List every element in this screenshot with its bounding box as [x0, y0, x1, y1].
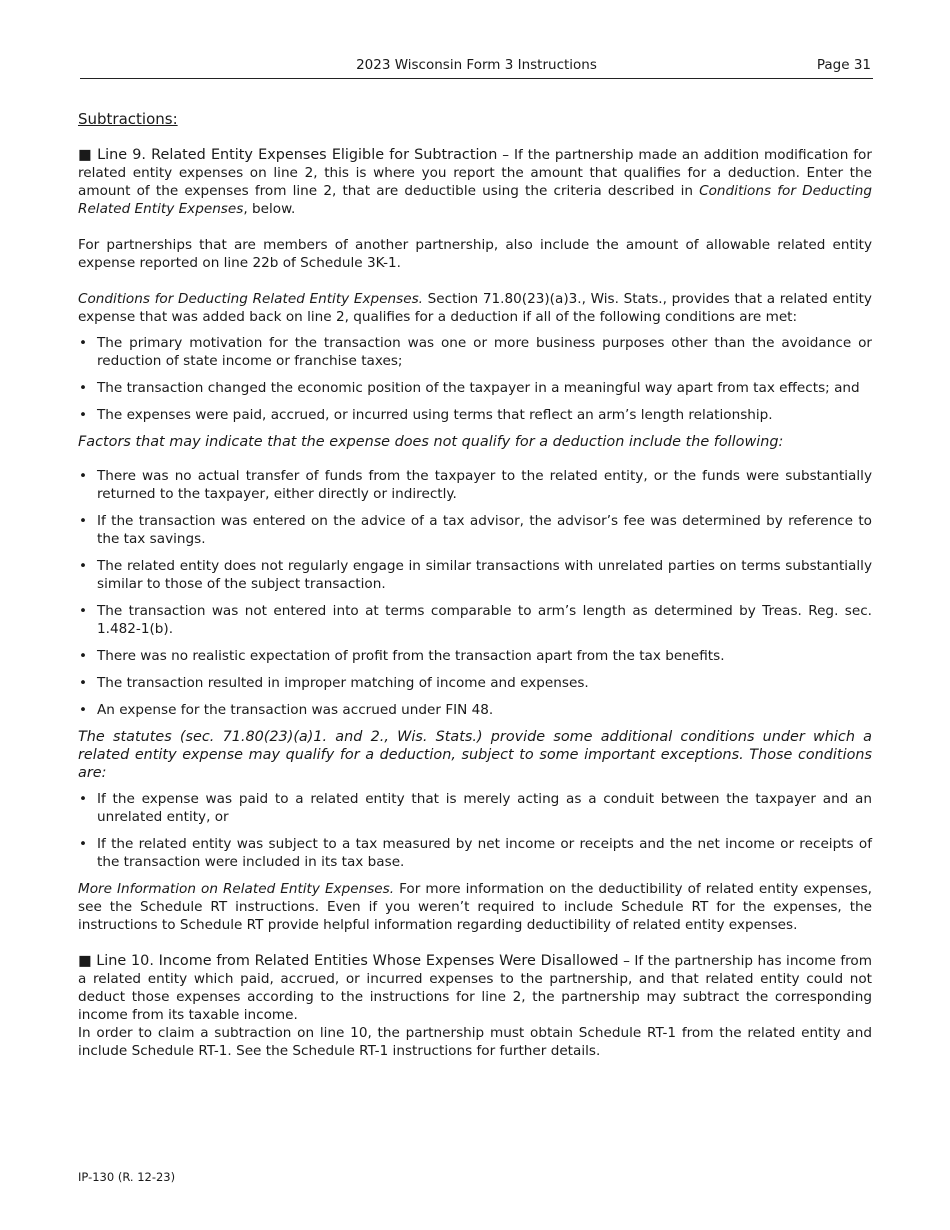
- list-item: • The primary motivation for the transaction was one or more business purposes other than the avoidance or reduction of state income or franchise taxes;: [78, 334, 872, 370]
- list-item: • An expense for the transaction was accrued under FIN 48.: [78, 701, 872, 719]
- line10-paragraph: [78, 952, 872, 1024]
- more-info-text: For more information on the deductibility of related entity expenses, see the Schedule RT instructions. Even if you weren’t required to include Schedule RT for the expenses, the instructions to Schedule RT provide helpful information regarding deductibility of related entity expenses.: [78, 881, 872, 933]
- list-item: • The transaction resulted in improper matching of income and expenses.: [78, 674, 872, 692]
- line9-ref: Conditions for Deducting Related Entity Expenses: [78, 183, 872, 217]
- list-item: • The transaction was not entered into at terms comparable to arm’s length as determined by Treas. Reg. sec. 1.482-1(b).: [78, 602, 872, 638]
- line9-paragraph: [78, 146, 872, 218]
- list-item: • The transaction changed the economic position of the taxpayer in a meaningful way apart from tax effects; and: [78, 379, 872, 397]
- line10-bullet: ■: [78, 953, 92, 969]
- line9-bullet: ■: [78, 147, 93, 163]
- conditions-paragraph: [78, 290, 872, 326]
- statutes-list: [78, 790, 872, 871]
- page-header: [80, 57, 873, 79]
- main-content: [78, 110, 872, 1060]
- factors-heading: Factors that may indicate that the expense does not qualify for a deduction include the following:: [78, 434, 784, 450]
- factors-list: [78, 467, 872, 719]
- list-item: • There was no realistic expectation of profit from the transaction apart from the tax benefits.: [78, 647, 872, 665]
- members-paragraph: For partnerships that are members of another partnership, also include the amount of allowable related entity expense reported on line 22b of Schedule 3K-1.: [78, 237, 872, 271]
- list-item: • There was no actual transfer of funds from the taxpayer to the related entity, or the funds were substantially returned to the taxpayer, either directly or indirectly.: [78, 467, 872, 503]
- line9-lead: Line 9. Related Entity Expenses Eligible for Subtraction: [97, 147, 498, 163]
- line10-dash: –: [618, 953, 635, 969]
- line9-dash: –: [497, 147, 514, 163]
- statutes-heading: The statutes (sec. 71.80(23)(a)1. and 2., Wis. Stats.) provide some additional conditions under which a related entity expense may qualify for a deduction, subject to some important exceptions. Those conditions are:: [78, 729, 872, 781]
- list-item: • If the expense was paid to a related entity that is merely acting as a conduit between the taxpayer and an unrelated entity, or: [78, 790, 872, 826]
- line10-text: If the partnership has income from a related entity which paid, accrued, or incurred expenses to the partnership, and that related entity could not deduct those expenses according to the instructions for line 2, the partnership may subtract the corresponding income from its taxable income.: [78, 953, 872, 1023]
- section-heading: Subtractions:: [78, 110, 178, 128]
- list-item: • The related entity does not regularly engage in similar transactions with unrelated parties on terms substantially similar to those of the subject transaction.: [78, 557, 872, 593]
- document-title: 2023 Wisconsin Form 3 Instructions: [356, 57, 597, 73]
- page-number: Page 31: [816, 57, 871, 73]
- conditions-text: Section 71.80(23)(a)3., Wis. Stats., provides that a related entity expense that was added back on line 2, qualifies for a deduction if all of the following conditions are met:: [78, 291, 872, 325]
- form-code: IP-130 (R. 12-23): [78, 1170, 176, 1184]
- list-item: • If the related entity was subject to a tax measured by net income or receipts and the net income or receipts of the transaction were included in its tax base.: [78, 835, 872, 871]
- conditions-list: [78, 334, 872, 424]
- line9-text2: , below.: [243, 201, 296, 217]
- line9-text1: If the partnership made an addition modification for related entity expenses on line 2, this is where you report the amount that qualifies for a deduction. Enter the amount of the expenses from line 2, that are deductible using the criteria described in: [78, 147, 872, 199]
- list-item: • The expenses were paid, accrued, or incurred using terms that reflect an arm’s length relationship.: [78, 406, 872, 424]
- line10-paragraph-2: In order to claim a subtraction on line 10, the partnership must obtain Schedule RT-1 from the related entity and include Schedule RT-1. See the Schedule RT-1 instructions for further details.: [78, 1025, 872, 1059]
- conditions-lead: Conditions for Deducting Related Entity Expenses.: [78, 291, 423, 307]
- more-info-lead: More Information on Related Entity Expenses.: [78, 881, 395, 897]
- list-item: • If the transaction was entered on the advice of a tax advisor, the advisor’s fee was determined by reference to the tax savings.: [78, 512, 872, 548]
- more-info-paragraph: [78, 880, 872, 934]
- line10-lead: Line 10. Income from Related Entities Whose Expenses Were Disallowed: [96, 953, 619, 969]
